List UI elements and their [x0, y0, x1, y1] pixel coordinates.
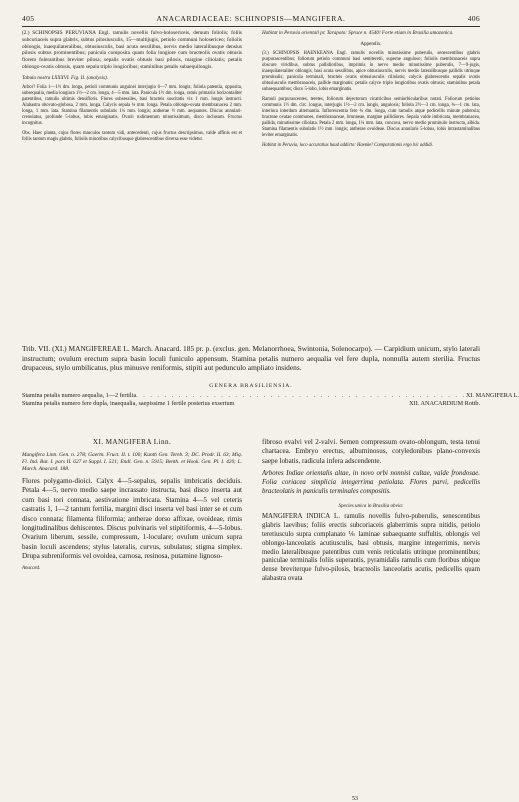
signature-mark: Anacard.: [22, 565, 41, 571]
habitat-note-2: Habitat in Peruvia, loco accuratius haud addicto: Haenke! Comparationis ergo hic addidi.: [262, 143, 434, 148]
genera-key-text: Stamina petalis numero aequalia, 1—2 fertilia: [22, 391, 137, 399]
appendix-title: Appendix.: [360, 40, 382, 47]
right-column-top: [262, 30, 480, 149]
genus-habit: Arbores Indiae orientalis altae, in novo orbi nonnisi cultae, valde frondosae. Folia coriacea simplicia integerrima petiolata. Flores parvi, pedicellis bracteolatis in paniculis terminales compositis.: [262, 470, 480, 496]
bottom-page-number: 53: [352, 796, 358, 802]
leader-dots: . . . . . . . . . . . . . . . . . . . . . . . . . . . . . . . . . . . . . . . . . . . . . . .: [136, 391, 466, 399]
genera-key-text: Stamina petalis numero fere dupla, inaequalia, saepissime 1 fertile posterius exsertum: [22, 399, 235, 407]
tabula-reference: Tabula nostra LXXXVI. Fig. II. (analysis).: [22, 74, 108, 81]
left-page-number: 405: [22, 14, 35, 23]
running-title: ANACARDIACEAE: SCHINOPSIS—MANGIFERA.: [156, 14, 346, 23]
genus-title: XI. MANGIFERA Linn.: [92, 438, 172, 446]
tribus-description: Trib. VII. (XI.) MANGIFEREAE L. March. Anacard. 185 pr. p. (exclus. gen. Melanorrhoea, Swintonia, Solenocarpo). — Carpidium unicum, stylo laterali instructum; ovulum erectum supra basin loculi funiculo appensum. Stamina petalis numero aequalia vel fere dupla, nonnulla autem sterilia. Fructus drupaceus, stylo umbilicatus, plus minusve reniformis, stipiti aut pedunculo ampliato insidens.: [22, 344, 480, 373]
genera-key-line: [22, 400, 480, 408]
appendix-description: (3.) SCHINOPSIS HAENKEANA Engl. ramulis novellis minutissime puberulis, senescentibus glabris purpurascentibus; foliorum petiolo communi basi semiteretii, superne anguloso; foliolis membranaceis supra obscure viridibus, subtus pallidioribus, imprimis in nervo medio minutissime puberulis, 7—9-jugis, inaequilateraliter oblongis, basi acuta sessilibus, apice obtusiusculis, nervis medio lateralibusque pallidis utrinque prominulis; panicula terminali, bracteis ovatis obtusiusculis ciliolatis; calycis glabrescentis sepalis ovatis obtusiusculis membranaceis, pallide marginatis; petalis calyce triplo longioribus ovatis obtusis; staminibus petala subaequantibus; disco 5-lobo, lobis emarginatis.: [262, 51, 480, 92]
species-heading: Species unica in Brasilia obvia:: [338, 502, 404, 509]
genera-key-ref: XI. MANGIFERA L.: [465, 391, 519, 399]
right-column-bottom: [262, 438, 480, 584]
genera-key-ref: XII. ANACARDIUM Rottb.: [409, 399, 480, 407]
genera-key-line: [22, 391, 519, 400]
habitat-note-1: Habitat in Peruvia orientali pr. Tarapoto: Spruce n. 4540! Forte etiam in Brasilia amazonica.: [262, 30, 454, 36]
page: [22, 14, 519, 802]
species-details: Arbor? Folia 1—1½ dm. longa, petioli communis anguinei interjugio 6—7 mm. longis; foliola patentia, opposita, subsequalia, media longiora 1½—2 cm. longa, 4—5 mm. lata. Panicula 1½ dm. longa, ramis primariis horizontaliter patentibus, ramulis ultimis densifloris. Flores subsessiles, basi bracteis suscitatis vix 1 mm. longis instructi. Alabastra obovato-globosa, 2 mm. longa. Calycis sepala ¾ mm. longa. Petala oblongo-ovata membranacea 2 mm. longa, 1 mm. lata. Stamina filamentis subulatis 1¼ mm. longis; antherae ½ mm. aequantes. Discus annulari-crenulatus, profunde 5-lobus, lobis emarginatis. Ovarii rudimentum minutissimum, disco inclusum. Fructus incognitus.: [22, 85, 242, 127]
genus-description-continued: fibroso evalvi vel 2-valvi. Semen compressum ovato-oblongum, testa tenui chartacea. Embryo erectus, albuminosus, cotyledonibus plano-convexis saepe lobatis, radicula infera adscendente.: [262, 438, 480, 465]
running-header: [22, 14, 480, 26]
header-rule: [22, 26, 480, 27]
right-page-number: 406: [467, 14, 480, 23]
genus-description: Flores polygamo-dioici. Calyx 4—5-sepalus, sepalis imbricatis deciduis. Petala 4—5, nervo medio saepe incrassato instructa, basi disco inserta aut cum basi tori connata, aestivatione imbricata. Stamina 4—5 vel ceteris castratis 1, 1—2 tantum fertilia, margini disci inserta vel basi inter se et cum disco connata; filamenta filiformia; antherae dorso affixae, ovoideae, rimis longitudinalibus dehiscentes. Discus pulvinaris vel stipitiformis, 4—5-lobus. Ovarium liberum, sessile, compressum, 1-loculare; ovulum unicum supra basin loculi ascendens; stylus lateralis, curvus, subulatus; stigma simplex. Drupa subreniformis vel ovoidea, carnosa, resinosa, putamine lignoso-: [22, 477, 242, 561]
observation-note: Obs. Haec planta, cujus flores masculos tantum vidi, antecedenti, cujus fructus descripsimus, valde affinis est et foliis tantum magis glabris, foliolis minoribus calycibusque glabrescentibus diversa esse videtur.: [22, 131, 242, 143]
genus-citation: Mangifera Linn. Gen. n. 278; Gaertn. Fruct. II. t. 100; Kunth Gen. Tereb. 3; DC. Prodr. II. 63; Miq. Fl. Ind. Bat. I. pars II. 627 et Suppl. I. 521; Endl. Gen. n. 5915; Benth. et Hook. Gen. Pl. I. 420; L. March. Anacard. 188.: [22, 452, 242, 472]
appendix-details: Ramuli purpurascentes, teretes, foliorum dejectorum cicatricibus semiorbicularibus notati. Foliorum petiolus communis 1½ dm. circ. longus, interjugis 1½—2 cm. longis, angulosis; foliola 2½—3 cm. longa, ¾—1 cm. lata, interiora interdum alternantia. Inflorescentia fere ¾ dm. longa, cum ramulis atque pedicellis minute puberula; bracteae ovatae communes, membranaceae, brunneae, margine pallidiores. Sepala valde imbricata, membranacea, pallida, minutissime ciliolata. Petala 2 mm. longa, 1¼ mm. lata, concava, nervo medio prominulo instructa, albida. Stamina filamentis subulatis 1½ mm. longis; antherae ovoideae. Discus annularis 5-lobus, lobis intrastaminalibus leviter emarginatis.: [262, 97, 480, 138]
tribus-section: [22, 344, 519, 408]
species-description: (2.) SCHINOPSIS PERUVIANA Engl. ramulis novellis fulvo-holosericeis, demum foliolis; foliis subcoriaceis supra glabris, subtus pilosiusculis, 15—multijugis, petiolo communi holosericeo; foliolis oblongis, inaequilateralibus, obtusiusculis, basi acuta sessilibus, nervis medio lateralibusque densius pilosis subtus prominentibus; panicula composita quam folia longiore cum bracteolis ovatis obtusis florem fulerantibus breviter pilosa; sepalis ovatis obtusis basi pilosis, margine ciliolatis; petalis oblongo-ovatis obtusis, quam sepala triplo longioribus; staminibus petalis subaequilongis.: [22, 30, 242, 70]
bottom-section: [22, 438, 480, 790]
leader-dots: [234, 400, 409, 408]
top-section: [22, 30, 480, 326]
left-column-top: [22, 30, 242, 143]
left-column-bottom: [22, 438, 242, 571]
genera-title: GENERA BRASILIENSIA.: [209, 382, 293, 389]
mangifera-indica-description: MANGIFERA INDICA L. ramulis novellis fulvo-puberulis, senescentibus glabris laevibus; foliis erectis subcoriaceis glaberrimis supra nitidis, petiolo teretiusculo supra complanato ⅙ laminae subaequante suffultis, oblongis vel oblongo-lanceolatis acutiusculis, basi obtusis, margine integerrimis, nervis medio lateralibusque patentibus cum venis reticulatis utrinque prominentibus; paniculae terminalis foliis superantis, pyramidalis ramulis cum floribus ubique dense breviterque fulvo-pilosis, bracteolis lanceolatis acutis, pedicellis quam alabastra ovata: [262, 512, 480, 583]
